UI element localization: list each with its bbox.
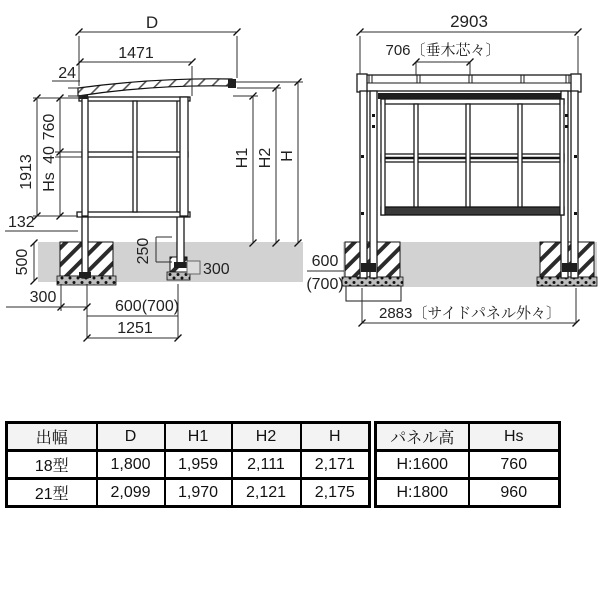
dim-D: D: [145, 13, 159, 32]
dim-depth-700: (700): [306, 276, 344, 293]
dim-706-rafter: 706〔垂木芯々〕: [385, 42, 501, 59]
dim-760: 760: [41, 113, 58, 141]
dim-H1: H1: [234, 147, 251, 169]
dim-500: 500: [14, 248, 31, 276]
dim-1251: 1251: [117, 320, 153, 337]
size-table: [5, 421, 371, 508]
table-row: [7, 451, 370, 479]
cell-value: 2,099: [97, 479, 165, 507]
dim-H2: H2: [257, 147, 274, 169]
dim-40: 40: [41, 146, 58, 164]
col-header-hs: Hs: [469, 423, 560, 451]
dim-sq300: 300: [203, 261, 230, 278]
col-header-h2: H2: [232, 423, 301, 451]
cell-value: 960: [469, 479, 560, 507]
roof-panel: [78, 79, 232, 96]
dim-1471: 1471: [118, 45, 154, 62]
cell-value: 2,121: [232, 479, 301, 507]
panel-height-table: [374, 421, 561, 508]
dim-2903: 2903: [450, 12, 488, 31]
col-header-panel-height: パネル高: [376, 423, 469, 451]
cell-value: 1,800: [97, 451, 165, 479]
cell-value: 760: [469, 451, 560, 479]
size-table-header-row: [7, 423, 370, 451]
dim-250: 250: [135, 237, 152, 265]
panel-h1800-label: H:1800: [376, 479, 469, 507]
dim-24: 24: [58, 65, 76, 82]
panel-table-header-row: [376, 423, 560, 451]
dim-2883-panel: 2883〔サイドパネル外々〕: [378, 305, 562, 322]
dim-600-700: 600(700): [115, 298, 180, 315]
dim-depth-600: 600: [311, 253, 339, 270]
cell-value: 1,970: [165, 479, 232, 507]
dim-1913: 1913: [18, 154, 35, 190]
table-row: [7, 479, 370, 507]
dim-Hs: Hs: [41, 172, 58, 192]
side-view-dimensions: [5, 13, 303, 342]
dim-132: 132: [8, 214, 35, 231]
cell-value: 2,175: [301, 479, 370, 507]
dim-H: H: [279, 150, 296, 162]
cell-value: 2,111: [232, 451, 301, 479]
table-row: [376, 479, 560, 507]
square-footing-symbol: [187, 261, 200, 274]
panel-h1600-label: H:1600: [376, 451, 469, 479]
model-21-label: 21型: [7, 479, 97, 507]
cell-value: 1,959: [165, 451, 232, 479]
table-row: [376, 451, 560, 479]
cell-value: 2,171: [301, 451, 370, 479]
col-header-h1: H1: [165, 423, 232, 451]
col-header-d: D: [97, 423, 165, 451]
col-header-depth: 出幅: [7, 423, 97, 451]
model-18-label: 18型: [7, 451, 97, 479]
dim-300-left: 300: [29, 289, 57, 306]
col-header-h: H: [301, 423, 370, 451]
